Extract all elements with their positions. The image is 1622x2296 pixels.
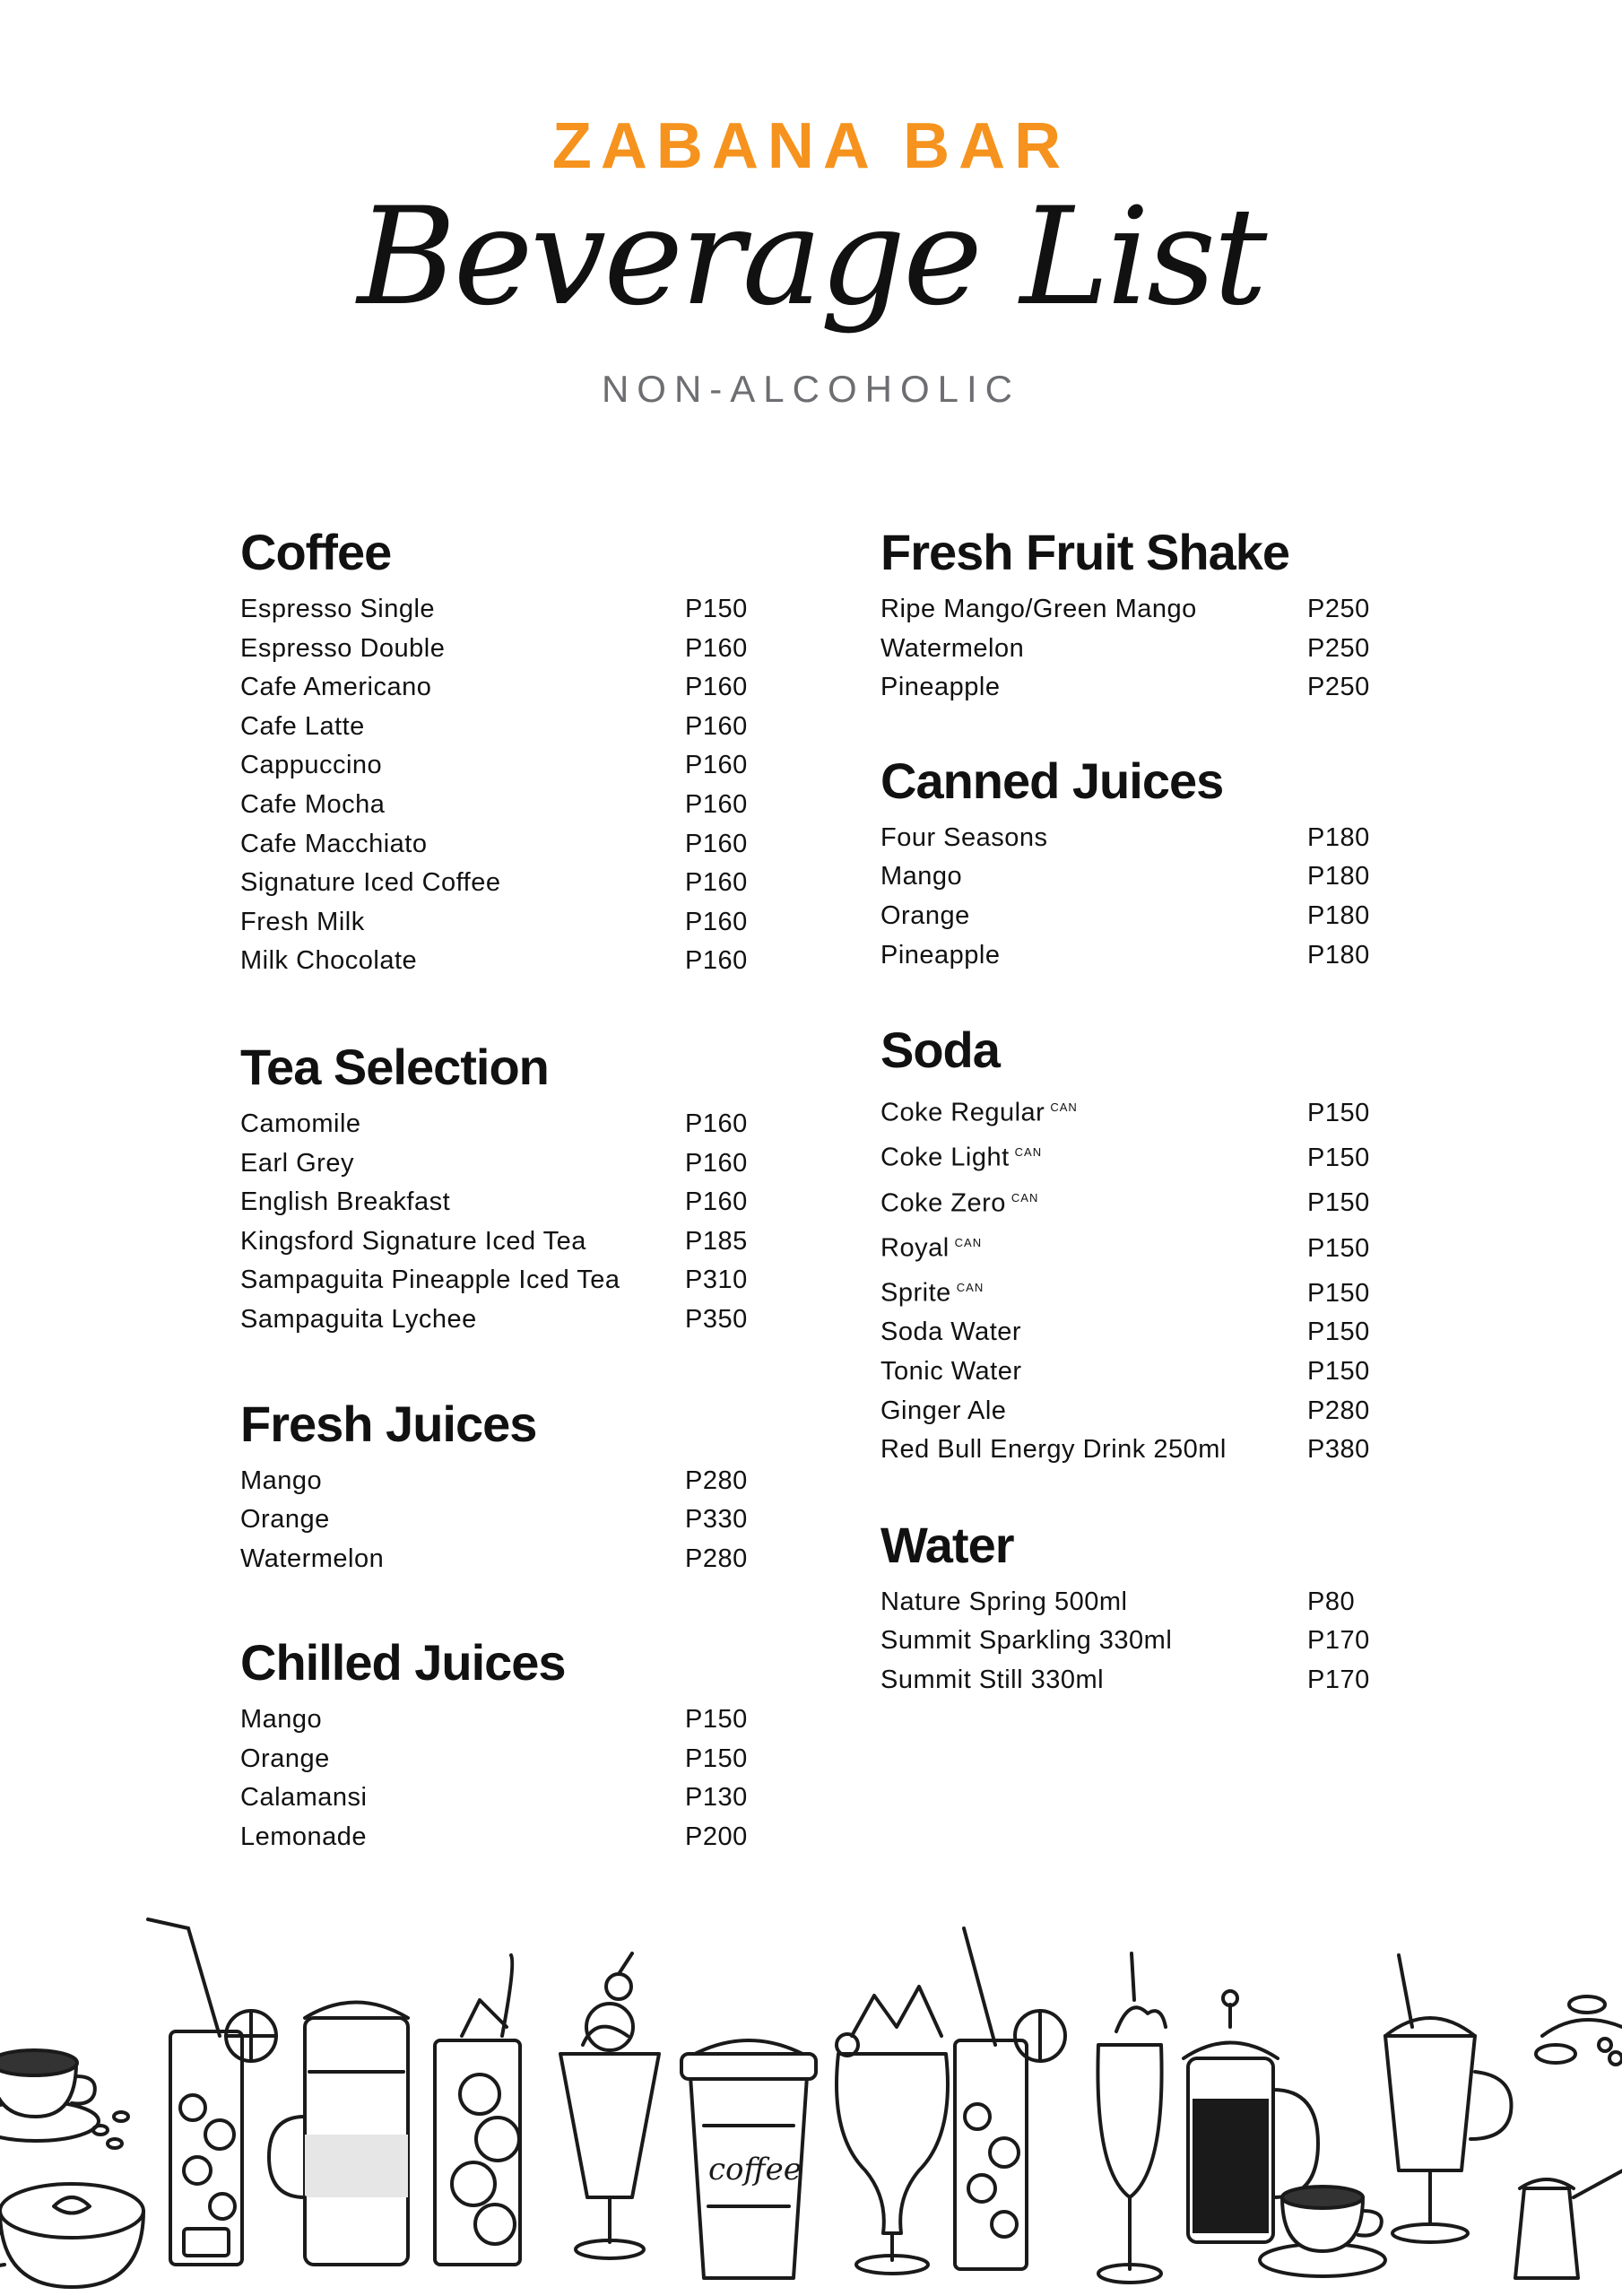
menu-item: [240, 708, 760, 747]
menu-item: [240, 630, 760, 669]
section-soda: [880, 1018, 1401, 1470]
item-name: Cappuccino: [240, 751, 383, 780]
item-name: Summit Sparkling 330ml: [880, 1626, 1173, 1656]
menu-item: [880, 1223, 1401, 1268]
menu-item: [880, 590, 1401, 630]
item-name: Sampaguita Pineapple Iced Tea: [240, 1265, 620, 1295]
cup-label: coffee: [708, 2152, 802, 2187]
menu-item: [240, 1144, 760, 1184]
latte-art-cup-icon: [0, 2184, 143, 2287]
item-name: Soda Water: [880, 1318, 1022, 1347]
menu-item: [880, 1661, 1401, 1700]
menu-item: [240, 942, 760, 981]
item-name: Sampaguita Lychee: [240, 1304, 477, 1334]
item-price: P200: [685, 1822, 748, 1852]
menu-item: [240, 1500, 760, 1540]
coffee-plant-icon: [1536, 1996, 1622, 2065]
menu-item: [240, 1105, 760, 1144]
item-price: P150: [1307, 1188, 1370, 1218]
menu-item: [880, 819, 1401, 858]
item-name: [880, 1268, 984, 1313]
menu-item: [240, 668, 760, 708]
item-name: Cafe Mocha: [240, 789, 386, 819]
section-title: Canned Juices: [880, 752, 1224, 809]
menu-item: [880, 897, 1401, 936]
item-name: Watermelon: [880, 633, 1025, 663]
section-water: [880, 1513, 1401, 1700]
menu-item: [240, 825, 760, 865]
menu-item: [880, 1583, 1401, 1622]
section-title: Fresh Fruit Shake: [880, 524, 1290, 580]
takeaway-coffee-cup-icon: [681, 2040, 816, 2278]
item-name: Pineapple: [880, 940, 1001, 970]
item-price: P160: [685, 868, 748, 898]
item-name-text: Sprite: [880, 1278, 951, 1308]
item-price: P150: [685, 1744, 748, 1773]
item-price: P180: [1307, 862, 1370, 891]
menu-item: [880, 630, 1401, 669]
smoothie-glass-icon: [560, 1953, 659, 2258]
item-price: P170: [1307, 1665, 1370, 1694]
menu-item: [880, 1392, 1401, 1431]
item-name: Red Bull Energy Drink 250ml: [880, 1435, 1227, 1465]
menu-item: [240, 1300, 760, 1340]
flute-glass-icon: [1097, 1953, 1166, 2283]
section-title: Coffee: [240, 524, 392, 580]
page-subtitle: NON-ALCOHOLIC: [601, 368, 1021, 410]
drinks-illustration-strip: [0, 1901, 1622, 2296]
item-price: P170: [1307, 1626, 1370, 1656]
citrus-highball-icon: [435, 1955, 520, 2265]
item-name-text: Coke Zero: [880, 1188, 1006, 1218]
menu-item: [880, 1313, 1401, 1352]
can-tag: CAN: [1050, 1100, 1078, 1115]
item-name: Mango: [240, 1705, 323, 1735]
item-price: P280: [685, 1465, 748, 1495]
item-price: P160: [685, 829, 748, 858]
item-price: P250: [1307, 633, 1370, 663]
item-name: Espresso Double: [240, 633, 446, 663]
section-title: Tea Selection: [240, 1038, 549, 1095]
menu-item: [880, 1352, 1401, 1392]
item-name: [880, 1088, 1078, 1133]
item-name: Watermelon: [240, 1544, 385, 1573]
menu-item: [240, 1818, 760, 1857]
menu-item: [240, 1540, 760, 1579]
section-title: Chilled Juices: [240, 1634, 566, 1692]
item-name: Lemonade: [240, 1822, 368, 1852]
item-name: Espresso Single: [240, 595, 436, 623]
item-price: P250: [1307, 595, 1370, 623]
irish-coffee-glass-icon: [1385, 1955, 1512, 2242]
item-price: P160: [685, 789, 748, 819]
menu-item: [880, 1178, 1401, 1223]
item-name: Four Seasons: [880, 822, 1048, 852]
menu-item: [240, 590, 760, 630]
latte-mug-icon: [269, 2003, 408, 2266]
item-price: P350: [685, 1304, 748, 1334]
item-name: Orange: [240, 1744, 330, 1773]
item-name: Cafe Macchiato: [240, 829, 428, 858]
item-name: Summit Still 330ml: [880, 1665, 1105, 1694]
item-price: P80: [1307, 1587, 1356, 1616]
menu-item: [240, 786, 760, 825]
item-price: P330: [685, 1505, 748, 1535]
item-price: P150: [1307, 1098, 1370, 1127]
can-tag: CAN: [956, 1281, 984, 1295]
item-price: P160: [685, 711, 748, 741]
menu-item: [240, 746, 760, 786]
menu-item: [240, 1740, 760, 1779]
brand-name: ZABANA BAR: [551, 110, 1071, 182]
section-tea-selection: [240, 1035, 760, 1340]
item-name: Cafe Americano: [240, 673, 432, 702]
item-name: Milk Chocolate: [240, 946, 418, 976]
item-price: P150: [685, 595, 748, 623]
item-price: P380: [1307, 1435, 1370, 1465]
item-price: P185: [685, 1226, 748, 1256]
item-price: P150: [1307, 1278, 1370, 1308]
menu-item: [240, 1261, 760, 1300]
item-price: P180: [1307, 900, 1370, 930]
item-name: Calamansi: [240, 1783, 368, 1813]
hurricane-cocktail-icon: [837, 1987, 948, 2274]
menu-item: [880, 1622, 1401, 1661]
section-fresh-fruit-shake: [880, 520, 1401, 708]
item-price: P130: [685, 1783, 748, 1813]
item-name: [880, 1178, 1038, 1223]
item-name: Ripe Mango/Green Mango: [880, 595, 1197, 623]
item-name: English Breakfast: [240, 1187, 451, 1217]
item-name: Signature Iced Coffee: [240, 868, 501, 898]
page-title: Beverage List: [357, 179, 1265, 335]
section-title: Soda: [880, 1022, 1000, 1079]
menu-item: [880, 857, 1401, 897]
can-tag: CAN: [1014, 1145, 1043, 1160]
item-name: Orange: [880, 900, 970, 930]
section-title: Fresh Juices: [240, 1395, 537, 1452]
item-name: Orange: [240, 1505, 330, 1535]
item-price: P150: [1307, 1144, 1370, 1173]
item-name: Mango: [880, 862, 963, 891]
item-price: P160: [685, 751, 748, 780]
can-tag: CAN: [954, 1235, 983, 1249]
item-price: P250: [1307, 673, 1370, 702]
item-price: P280: [1307, 1396, 1370, 1425]
section-title: Water: [880, 1516, 1014, 1573]
menu-item: [240, 1222, 760, 1262]
item-price: P160: [685, 907, 748, 936]
item-price: P160: [685, 633, 748, 663]
item-price: P150: [1307, 1357, 1370, 1386]
item-name-text: Royal: [880, 1233, 950, 1263]
item-name: Camomile: [240, 1109, 361, 1138]
item-price: P280: [685, 1544, 748, 1573]
menu-item: [240, 1700, 760, 1740]
can-tag: CAN: [1010, 1190, 1039, 1205]
item-name: Fresh Milk: [240, 907, 365, 936]
item-price: P160: [685, 1187, 748, 1217]
section-canned-juices: [880, 749, 1401, 975]
menu-item: [240, 1779, 760, 1818]
menu-item: [880, 1431, 1401, 1470]
menu-item: [240, 1183, 760, 1222]
menu-item: [880, 936, 1401, 976]
menu-item: [240, 1462, 760, 1501]
item-name: Tonic Water: [880, 1357, 1022, 1386]
item-name-text: Coke Regular: [880, 1098, 1045, 1127]
menu-item: [880, 668, 1401, 708]
item-name: Kingsford Signature Iced Tea: [240, 1226, 586, 1256]
left-column: [240, 520, 760, 1857]
menu-item: [880, 1133, 1401, 1178]
item-name: Ginger Ale: [880, 1396, 1007, 1425]
section-fresh-juices: [240, 1392, 760, 1579]
item-name: Pineapple: [880, 673, 1001, 702]
menu-item: [240, 864, 760, 903]
item-name: [880, 1223, 982, 1268]
item-price: P160: [685, 1109, 748, 1138]
item-name: Cafe Latte: [240, 711, 365, 741]
espresso-cup-icon: [1260, 2187, 1385, 2276]
turkish-coffee-pot-icon: [1515, 2170, 1622, 2278]
section-chilled-juices: [240, 1631, 760, 1857]
item-price: P310: [685, 1265, 748, 1295]
item-name: [880, 1133, 1042, 1178]
section-coffee: [240, 520, 760, 981]
item-name: Nature Spring 500ml: [880, 1587, 1128, 1616]
iced-drink-icon: [148, 1919, 276, 2265]
right-column: [880, 520, 1401, 1700]
item-price: P160: [685, 673, 748, 702]
item-price: P150: [1307, 1318, 1370, 1347]
item-name: Earl Grey: [240, 1148, 354, 1178]
item-price: P180: [1307, 940, 1370, 970]
item-price: P150: [685, 1705, 748, 1735]
menu-item: [880, 1088, 1401, 1133]
iced-drink-icon-2: [955, 1928, 1065, 2269]
item-price: P150: [1307, 1233, 1370, 1263]
item-name: Mango: [240, 1465, 323, 1495]
item-price: P180: [1307, 822, 1370, 852]
item-price: P160: [685, 946, 748, 976]
item-price: P160: [685, 1148, 748, 1178]
coffee-cup-saucer-icon: [0, 2050, 99, 2141]
menu-item: [880, 1268, 1401, 1313]
menu-item: [240, 903, 760, 943]
item-name-text: Coke Light: [880, 1144, 1010, 1173]
